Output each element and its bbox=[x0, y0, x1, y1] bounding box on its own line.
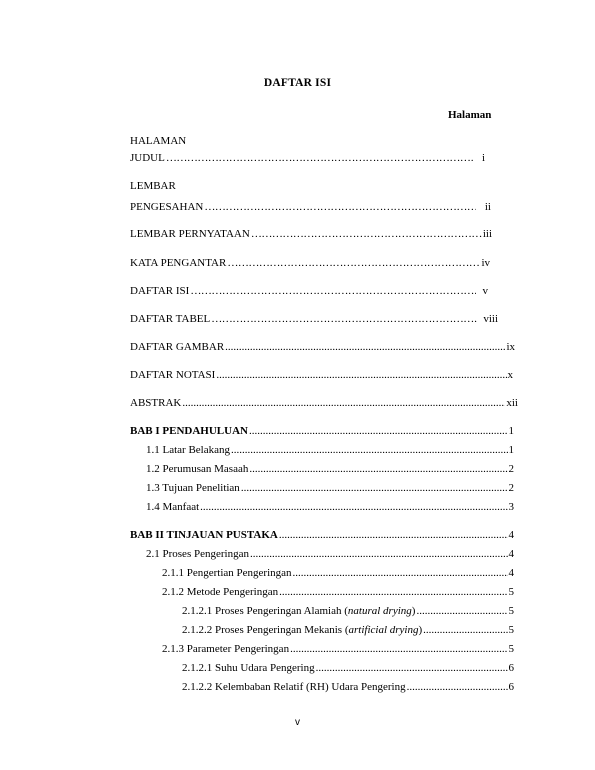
toc-entry bbox=[130, 257, 490, 269]
toc-entry-label: PENGESAHAN bbox=[130, 201, 204, 213]
leader-dots bbox=[200, 501, 507, 513]
toc-entry bbox=[130, 369, 513, 381]
toc-entry-page: 5 bbox=[508, 643, 514, 655]
toc-entry-label: 2.1.1 Pengertian Pengeringan bbox=[162, 567, 292, 579]
toc-entry bbox=[146, 463, 514, 475]
toc-entry-page: v bbox=[482, 285, 488, 297]
toc-entry-page: x bbox=[507, 369, 513, 381]
toc-entry-label: DAFTAR ISI bbox=[130, 285, 190, 297]
toc-entry bbox=[146, 444, 514, 456]
toc-entry bbox=[130, 397, 518, 409]
toc-entry-label: DAFTAR GAMBAR bbox=[130, 341, 225, 353]
toc-entry-label: 2.1 Proses Pengeringan bbox=[146, 548, 249, 560]
toc-entry-page: 6 bbox=[508, 662, 514, 674]
leader-dots bbox=[290, 643, 507, 655]
italic-term: artificial drying bbox=[348, 624, 419, 636]
toc-entry bbox=[146, 548, 514, 560]
leader-dots bbox=[416, 605, 507, 617]
toc-entry-label: 1.3 Tujuan Penelitian bbox=[146, 482, 240, 494]
toc-entry-label: 2.1.2 Metode Pengeringan bbox=[162, 586, 279, 598]
toc-entry-label: 2.1.3 Parameter Pengeringan bbox=[162, 643, 290, 655]
toc-entry bbox=[162, 567, 514, 579]
leader-dots bbox=[407, 681, 508, 693]
leader-dots bbox=[249, 425, 508, 437]
leader-dots bbox=[279, 586, 507, 598]
leader-dots bbox=[216, 369, 506, 381]
toc-entry-label: ABSTRAK bbox=[130, 397, 182, 409]
toc-entry-label: 1.4 Manfaat bbox=[146, 501, 200, 513]
toc-entry-page: 1 bbox=[508, 444, 514, 456]
toc-entry bbox=[182, 681, 514, 693]
page-title: DAFTAR ISI bbox=[263, 77, 332, 89]
toc-entry-page: ix bbox=[506, 341, 515, 353]
toc-entry-label: LEMBAR PERNYATAAN bbox=[130, 228, 250, 240]
toc-entry-page: 2 bbox=[508, 463, 514, 475]
toc-entry-page: 5 bbox=[508, 586, 514, 598]
leader-dots bbox=[227, 257, 480, 269]
toc-entry-page: 4 bbox=[508, 529, 514, 541]
toc-entry-page: iv bbox=[481, 257, 490, 269]
toc-entry-label: 2.1.2.2 Proses Pengeringan Mekanis (artificial drying) bbox=[182, 624, 423, 636]
toc-entry-page: i bbox=[481, 152, 485, 164]
toc-entry bbox=[146, 482, 514, 494]
leader-dots bbox=[423, 624, 507, 636]
toc-entry-page: 6 bbox=[508, 681, 514, 693]
toc-entry bbox=[182, 624, 514, 636]
toc-entry bbox=[130, 201, 491, 213]
toc-entry-page: 5 bbox=[508, 605, 514, 617]
leader-dots bbox=[166, 152, 473, 164]
toc-entry bbox=[130, 152, 485, 164]
leader-dots bbox=[182, 397, 505, 409]
toc-entry-label: 1.1 Latar Belakang bbox=[146, 444, 230, 456]
toc-entry bbox=[146, 501, 514, 513]
toc-entry bbox=[130, 228, 492, 240]
toc-entry-page: xii bbox=[506, 397, 518, 409]
leader-dots bbox=[316, 662, 508, 674]
toc-entry-label: 2.1.2.2 Kelembaban Relatif (RH) Udara Pengering bbox=[182, 681, 406, 693]
leader-dots bbox=[251, 228, 482, 240]
leader-dots bbox=[249, 463, 507, 475]
toc-entry-label: JUDUL bbox=[130, 152, 165, 164]
toc-entry-page: 5 bbox=[508, 624, 514, 636]
leader-dots bbox=[190, 285, 475, 297]
toc-entry-label: 2.1.2.1 Proses Pengeringan Alamiah (natural drying) bbox=[182, 605, 416, 617]
toc-entry bbox=[130, 313, 498, 325]
toc-entry-label: 2.1.2.1 Suhu Udara Pengering bbox=[182, 662, 315, 674]
toc-entry-label: BAB I PENDAHULUAN bbox=[130, 425, 248, 437]
leader-dots bbox=[293, 567, 508, 579]
page-column-header: Halaman bbox=[448, 109, 492, 121]
toc-entry-label: DAFTAR NOTASI bbox=[130, 369, 216, 381]
toc-entry-chapter bbox=[130, 529, 514, 541]
toc-entry-label: BAB II TINJAUAN PUSTAKA bbox=[130, 529, 278, 541]
toc-entry-page: 1 bbox=[508, 425, 514, 437]
toc-entry-page: 4 bbox=[508, 548, 514, 560]
toc-entry-label: 1.2 Perumusan Masaah bbox=[146, 463, 249, 475]
leader-dots bbox=[225, 341, 505, 353]
leader-dots bbox=[204, 201, 476, 213]
toc-entry-label: HALAMAN bbox=[130, 135, 187, 147]
toc-entry-page: 3 bbox=[508, 501, 514, 513]
toc-entry bbox=[182, 662, 514, 674]
leader-dots bbox=[250, 548, 508, 560]
toc-entry bbox=[130, 341, 515, 353]
toc-entry bbox=[162, 586, 514, 598]
leader-dots bbox=[211, 313, 478, 325]
toc-entry bbox=[130, 285, 488, 297]
toc-entry-chapter bbox=[130, 425, 514, 437]
toc-entry-page: iii bbox=[482, 228, 492, 240]
toc-entry-page: ii bbox=[484, 201, 491, 213]
leader-dots bbox=[241, 482, 508, 494]
italic-term: natural drying bbox=[347, 605, 412, 617]
toc-entry bbox=[162, 643, 514, 655]
toc-entry-label: DAFTAR TABEL bbox=[130, 313, 211, 325]
leader-dots bbox=[231, 444, 508, 456]
page-number-footer: v bbox=[295, 717, 300, 728]
toc-entry-label: KATA PENGANTAR bbox=[130, 257, 227, 269]
toc-entry-page: 2 bbox=[508, 482, 514, 494]
toc-entry bbox=[182, 605, 514, 617]
toc-entry-page: 4 bbox=[508, 567, 514, 579]
leader-dots bbox=[279, 529, 508, 541]
toc-entry-label: LEMBAR bbox=[130, 180, 176, 192]
toc-entry-page: viii bbox=[483, 313, 498, 325]
